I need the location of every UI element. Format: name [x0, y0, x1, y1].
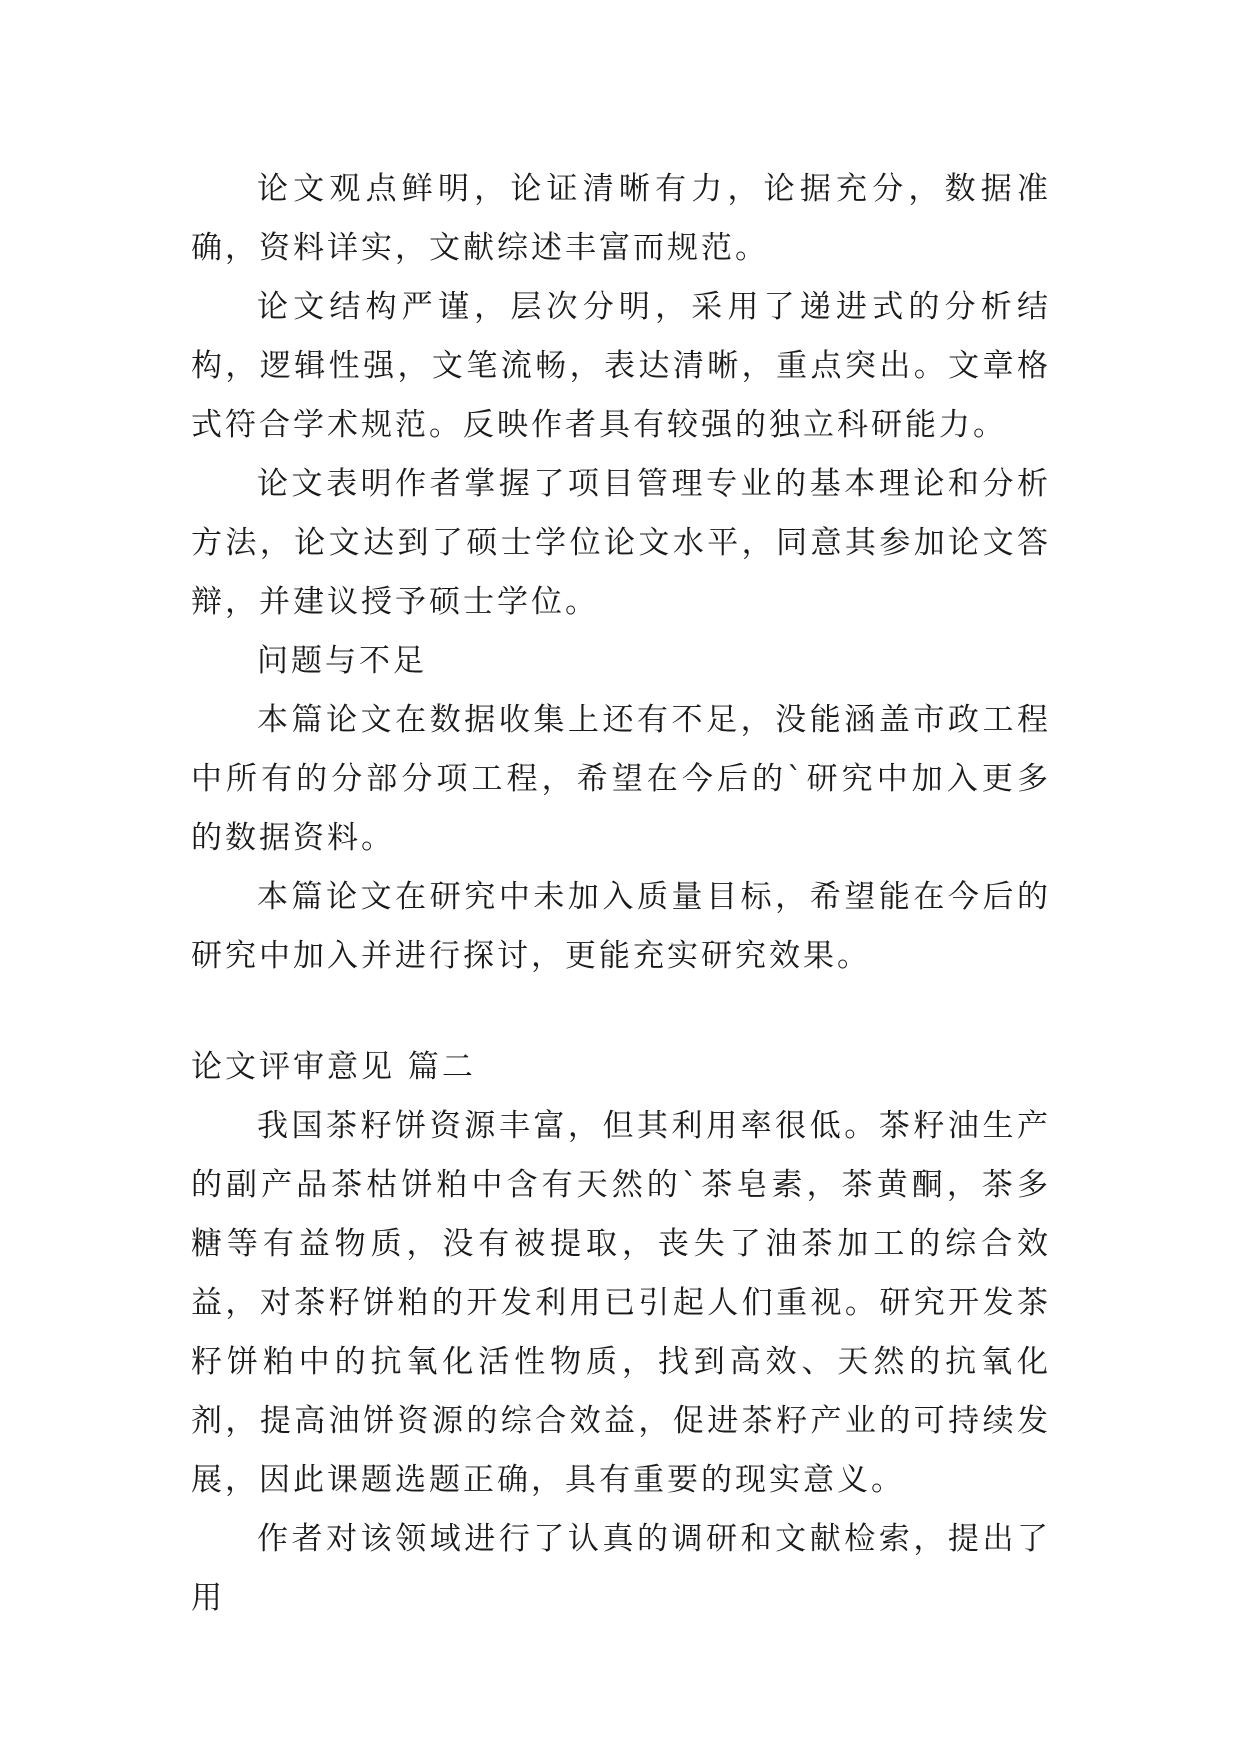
section-title: 论文评审意见 篇二 — [191, 1049, 476, 1085]
issues-subheading: 问题与不足 — [257, 643, 427, 679]
document-page — [191, 160, 1051, 1628]
section-gap — [191, 986, 1051, 1038]
review-paragraph-1: 论文观点鲜明，论证清晰有力，论据充分，数据准确，资料详实，文献综述丰富而规范。 — [191, 171, 1051, 266]
issue-paragraph-2: 本篇论文在研究中未加入质量目标，希望能在今后的研究中加入并进行探讨，更能充实研究效果。 — [191, 879, 1051, 974]
review-paragraph-2: 论文结构严谨，层次分明，采用了递进式的分析结构，逻辑性强，文笔流畅，表达清晰，重点突出。文章格式符合学术规范。反映作者具有较强的独立科研能力。 — [191, 289, 1051, 443]
issue-paragraph-1: 本篇论文在数据收集上还有不足，没能涵盖市政工程中所有的分部分项工程，希望在今后的`研究中加入更多的数据资料。 — [191, 702, 1051, 856]
review-paragraph-3: 论文表明作者掌握了项目管理专业的基本理论和分析方法，论文达到了硕士学位论文水平，同意其参加论文答辩，并建议授予硕士学位。 — [191, 466, 1051, 620]
section2-paragraph-1: 我国茶籽饼资源丰富，但其利用率很低。茶籽油生产的副产品茶枯饼粕中含有天然的`茶皂素，茶黄酮，茶多糖等有益物质，没有被提取，丧失了油茶加工的综合效益，对茶籽饼粕的开发利用已引起人们重视。研究开发茶籽饼粕中的抗氧化活性物质，找到高效、天然的抗氧化剂，提高油饼资源的综合效益，促进茶籽产业的可持续发展，因此课题选题正确，具有重要的现实意义。 — [191, 1108, 1051, 1498]
section2-paragraph-2: 作者对该领域进行了认真的调研和文献检索，提出了用 — [191, 1521, 1051, 1616]
